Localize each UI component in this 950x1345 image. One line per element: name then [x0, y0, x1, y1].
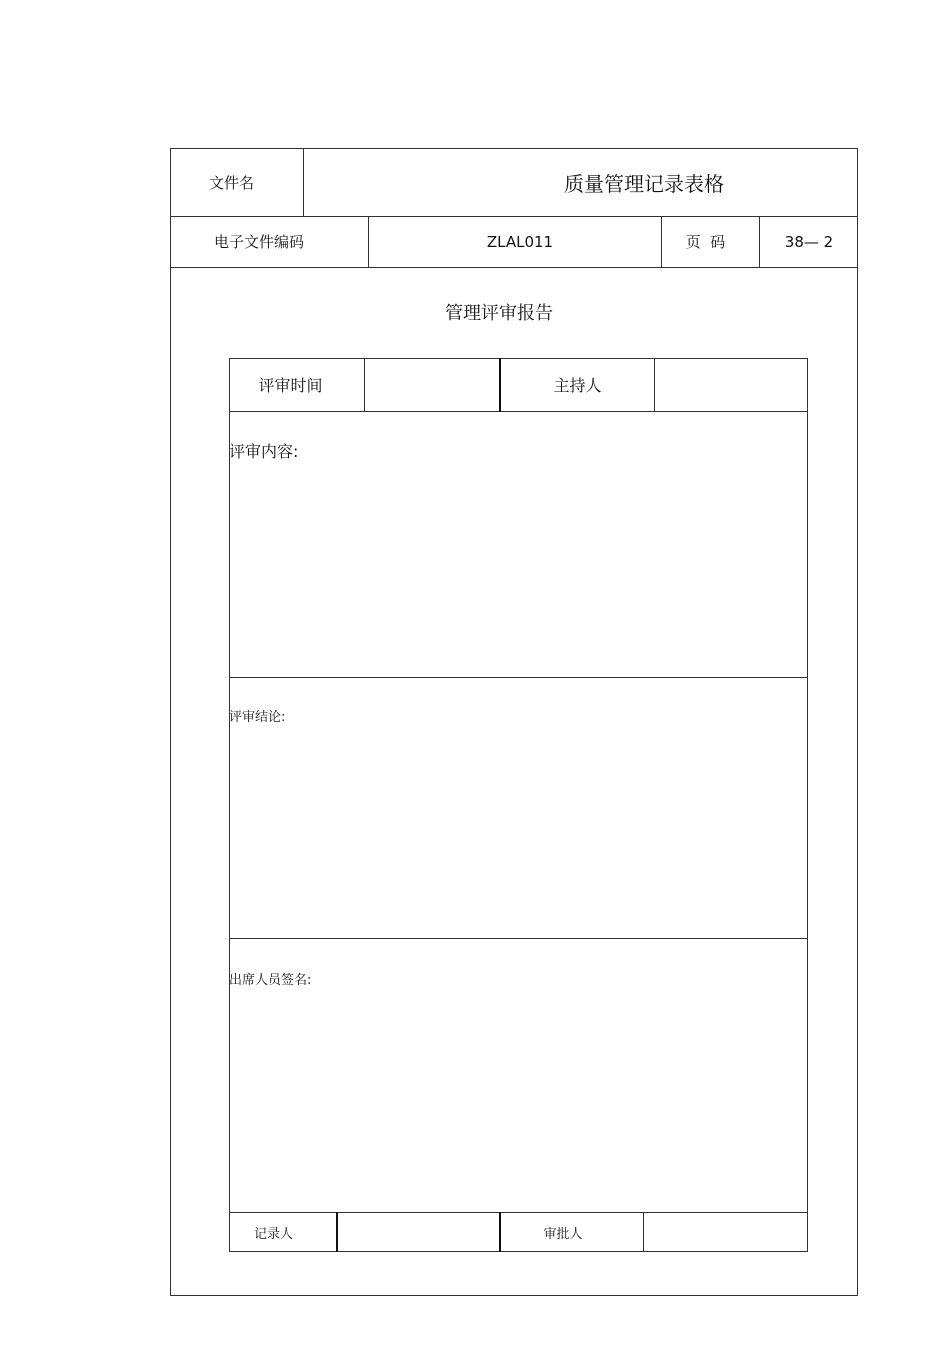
- electronic-code-label: 电子文件编码: [213, 233, 304, 251]
- file-name-value: 质量管理记录表格: [564, 171, 724, 196]
- review-content-section[interactable]: [229, 412, 808, 677]
- recorder-label: 记录人: [253, 1227, 293, 1242]
- review-conclusion-label: 评审结论:: [229, 710, 286, 725]
- attendees-signature-section[interactable]: [229, 939, 808, 1212]
- header-row-divider-2: [170, 267, 858, 268]
- recorder-value[interactable]: [338, 1213, 499, 1252]
- review-time-label: 评审时间: [258, 376, 323, 395]
- page-label: 页 码: [685, 233, 726, 251]
- host-label: 主持人: [553, 376, 602, 395]
- review-content-label: 评审内容:: [229, 442, 299, 461]
- attendees-signature-label: 出席人员签名:: [229, 973, 312, 988]
- host-value[interactable]: [655, 358, 808, 411]
- report-title: 管理评审报告: [445, 303, 553, 324]
- approver-value[interactable]: [644, 1213, 808, 1252]
- review-conclusion-section[interactable]: [229, 678, 808, 938]
- page-number-value: 38— 2: [784, 232, 834, 251]
- approver-label: 审批人: [543, 1227, 583, 1242]
- review-time-value[interactable]: [365, 358, 499, 411]
- electronic-code-value: ZLAL011: [486, 232, 554, 251]
- file-name-label: 文件名: [208, 173, 254, 192]
